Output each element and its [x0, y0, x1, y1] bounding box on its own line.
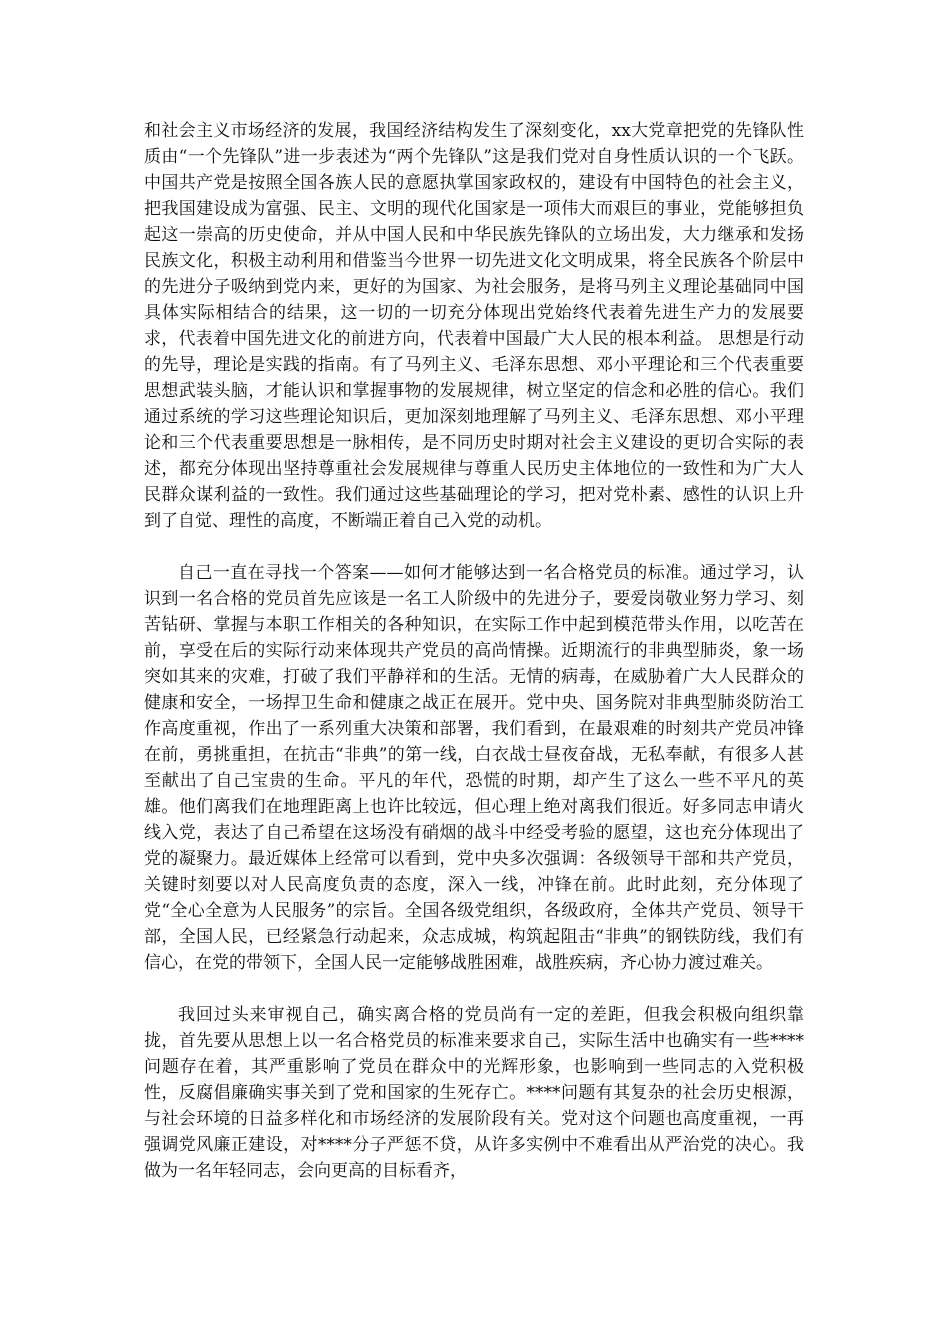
paragraph-2: 自己一直在寻找一个答案——如何才能够达到一名合格党员的标准。通过学习，认识到一名合格的党员首先应该是一名工人阶级中的先进分子，要爱岗敬业努力学习、刻苦钻研、掌握与本职工作相关的各种知识，在实际工作中起到模范带头作用，以吃苦在前，享受在后的实际行动来体现共产党员的高尚情操。近期流行的非典型肺炎，象一场突如其来的灾难，打破了我们平静祥和的生活。无情的病毒，在威胁着广大人民群众的健康和安全，一场捍卫生命和健康之战正在展开。党中央、国务院对非典型肺炎防治工作高度重视，作出了一系列重大决策和部署，我们看到，在最艰难的时刻共产党员冲锋在前，勇挑重担，在抗击“非典”的第一线，白衣战士昼夜奋战，无私奉献，有很多人甚至献出了自己宝贵的生命。平凡的年代，恐慌的时期，却产生了这么一些不平凡的英雄。他们离我们在地理距离上也许比较远，但心理上绝对离我们很近。好多同志申请火线入党，表达了自己希望在这场没有硝烟的战斗中经受考验的愿望，这也充分体现出了党的凝聚力。最近媒体上经常可以看到，党中央多次强调：各级领导干部和共产党员，关键时刻要以对人民高度负责的态度，深入一线，冲锋在前。此时此刻，充分体现了党“全心全意为人民服务”的宗旨。全国各级党组织，各级政府，全体共产党员、领导干部，全国人民，已经紧急行动起来，众志成城，构筑起阻击“非典”的钢铁防线，我们有信心，在党的带领下，全国人民一定能够战胜困难，战胜疾病，齐心协力渡过难关。: [144, 563, 804, 973]
paragraph-gap: [144, 534, 804, 560]
paragraph-gap: [144, 976, 804, 1002]
paragraph-3: 我回过头来审视自己，确实离合格的党员尚有一定的差距，但我会积极向组织靠拢，首先要从思想上以一名合格党员的标准来要求自己，实际生活中也确实有一些****问题存在着，其严重影响了党员在群众中的光辉形象，也影响到一些同志的入党积极性，反腐倡廉确实事关到了党和国家的生死存亡。****问题有其复杂的社会历史根源，与社会环境的日益多样化和市场经济的发展阶段有关。党对这个问题也高度重视，一再强调党风廉正建设，对****分子严惩不贷，从许多实例中不难看出从严治党的决心。我做为一名年轻同志，会向更高的目标看齐，: [144, 1005, 804, 1181]
paragraph-1: 和社会主义市场经济的发展，我国经济结构发生了深刻变化，xx大党章把党的先锋队性质由“一个先锋队”进一步表述为“两个先锋队”这是我们党对自身性质认识的一个飞跃。中国共产党是按照全国各族人民的意愿执掌国家政权的，建设有中国特色的社会主义，把我国建设成为富强、民主、文明的现代化国家是一项伟大而艰巨的事业，党能够担负起这一崇高的历史使命，并从中国人民和中华民族先锋队的立场出发，大力继承和发扬民族文化，积极主动利用和借鉴当今世界一切先进文化文明成果，将全民族各个阶层中的先进分子吸纳到党内来，更好的为国家、为社会服务，是将马列主义理论基础同中国具体实际相结合的结果，这一切的一切充分体现出党始终代表着先进生产力的发展要求，代表着中国先进文化的前进方向，代表着中国最广大人民的根本利益。 思想是行动的先导，理论是实践的指南。有了马列主义、毛泽东思想、邓小平理论和三个代表重要思想武装头脑，才能认识和掌握事物的发展规律，树立坚定的信念和必胜的信心。我们通过系统的学习这些理论知识后，更加深刻地理解了马列主义、毛泽东思想、邓小平理论和三个代表重要思想是一脉相传，是不同历史时期对社会主义建设的更切合实际的表述，都充分体现出坚持尊重社会发展规律与尊重人民历史主体地位的一致性和为广大人民群众谋利益的一致性。我们通过这些基础理论的学习，把对党朴素、感性的认识上升到了自觉、理性的高度，不断端正着自己入党的动机。: [144, 121, 804, 531]
document-page: [144, 118, 804, 1184]
